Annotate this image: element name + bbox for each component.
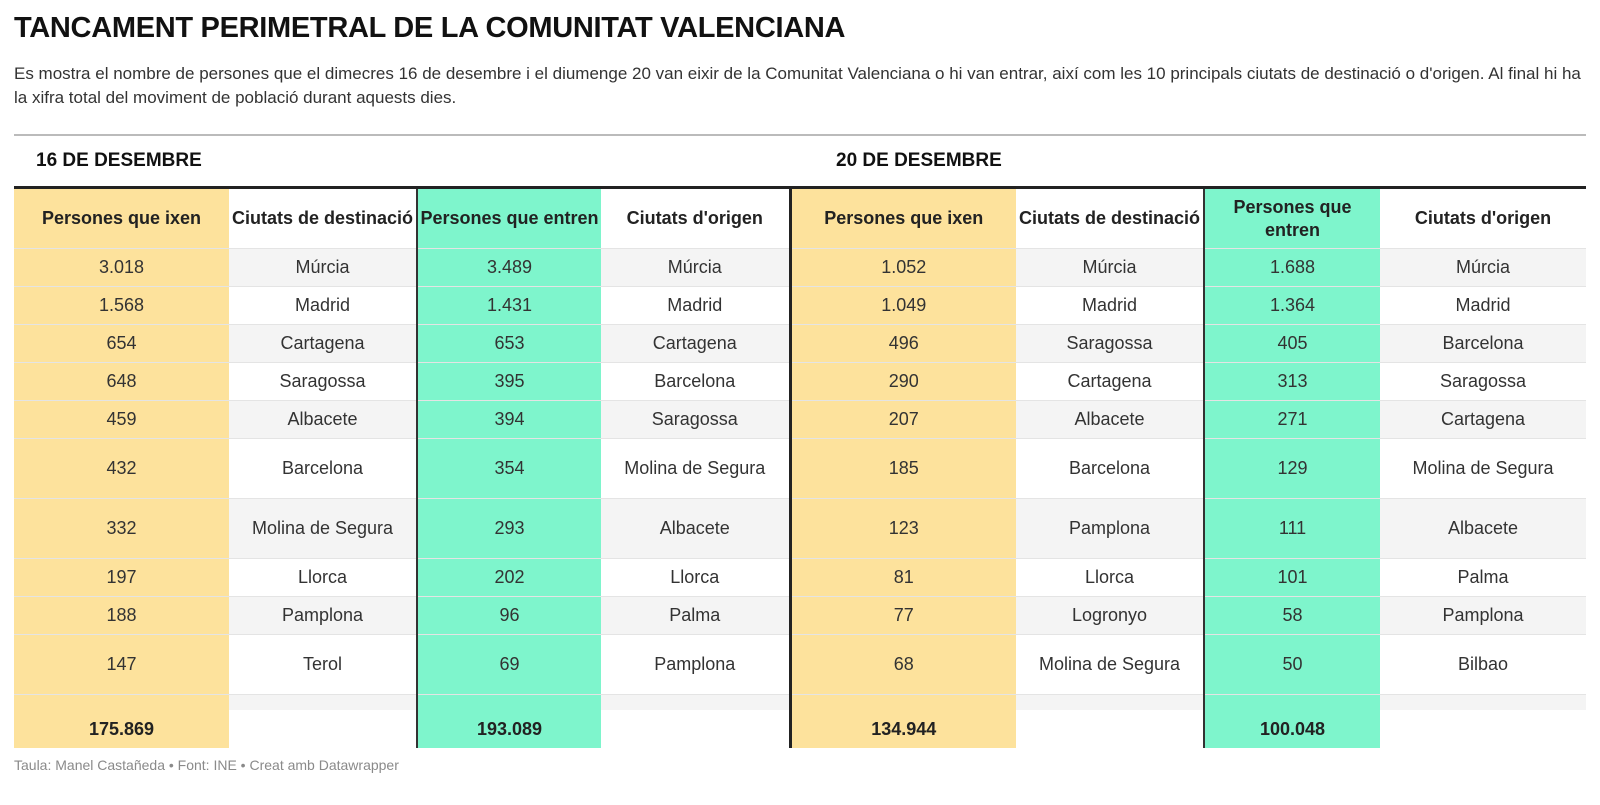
cell-b-in: 1.364	[1204, 287, 1380, 325]
col-header-in-1: Persones que entren	[417, 189, 601, 249]
cell-b-dest: Albacete	[1016, 401, 1204, 439]
table-row	[14, 249, 1586, 287]
cell-b-dest: Logronyo	[1016, 597, 1204, 635]
table-row	[14, 401, 1586, 439]
cell-a-out: 459	[14, 401, 229, 439]
cell-a-dest: Saragossa	[229, 363, 417, 401]
table-row	[14, 363, 1586, 401]
col-header-dest-2: Ciutats de destinació	[1016, 189, 1204, 249]
cell-b-in: 129	[1204, 439, 1380, 499]
cell-a-orig: Barcelona	[601, 363, 790, 401]
spacer-cell	[1204, 695, 1380, 711]
totals-row	[14, 710, 1586, 748]
cell-b-in: 271	[1204, 401, 1380, 439]
cell-a-orig: Cartagena	[601, 325, 790, 363]
cell-a-out: 188	[14, 597, 229, 635]
cell-a-dest: Barcelona	[229, 439, 417, 499]
spacer-cell	[790, 695, 1016, 711]
cell-b-dest: Saragossa	[1016, 325, 1204, 363]
cell-b-dest: Múrcia	[1016, 249, 1204, 287]
cell-b-orig: Bilbao	[1380, 635, 1586, 695]
cell-b-in: 1.688	[1204, 249, 1380, 287]
cell-a-in: 69	[417, 635, 601, 695]
total-empty-cell	[1380, 710, 1586, 748]
spacer-cell	[1380, 695, 1586, 711]
spacer-cell	[601, 695, 790, 711]
cell-b-orig: Albacete	[1380, 499, 1586, 559]
cell-b-orig: Cartagena	[1380, 401, 1586, 439]
section-label-20-dec: 20 DE DESEMBRE	[836, 150, 1002, 171]
table-row	[14, 499, 1586, 559]
cell-b-in: 101	[1204, 559, 1380, 597]
col-header-dest-1: Ciutats de destinació	[229, 189, 417, 249]
cell-a-orig: Molina de Segura	[601, 439, 790, 499]
cell-a-in: 394	[417, 401, 601, 439]
table-body	[14, 249, 1586, 749]
data-table	[14, 189, 1586, 748]
cell-b-out: 123	[790, 499, 1016, 559]
cell-b-out: 1.052	[790, 249, 1016, 287]
spacer-cell	[1016, 695, 1204, 711]
cell-b-orig: Barcelona	[1380, 325, 1586, 363]
cell-a-dest: Molina de Segura	[229, 499, 417, 559]
cell-b-dest: Madrid	[1016, 287, 1204, 325]
cell-a-out: 147	[14, 635, 229, 695]
total-a-out: 175.869	[14, 710, 229, 748]
cell-a-dest: Múrcia	[229, 249, 417, 287]
cell-b-dest: Pamplona	[1016, 499, 1204, 559]
table-row	[14, 439, 1586, 499]
table-row	[14, 635, 1586, 695]
cell-b-in: 405	[1204, 325, 1380, 363]
cell-b-out: 185	[790, 439, 1016, 499]
chart-subtitle: Es mostra el nombre de persones que el dimecres 16 de desembre i el diumenge 20 van eixir de la Comunitat Valenciana o hi van entrar, així com les 10 principals ciutats de destinació o d'origen. Al final hi ha la xifra total del moviment de població durant aquests dies.	[14, 64, 1581, 107]
cell-b-orig: Pamplona	[1380, 597, 1586, 635]
cell-a-out: 432	[14, 439, 229, 499]
cell-a-dest: Albacete	[229, 401, 417, 439]
cell-b-out: 496	[790, 325, 1016, 363]
cell-b-out: 68	[790, 635, 1016, 695]
cell-a-orig: Palma	[601, 597, 790, 635]
cell-a-in: 354	[417, 439, 601, 499]
table-row	[14, 559, 1586, 597]
cell-a-out: 197	[14, 559, 229, 597]
spacer-cell	[417, 695, 601, 711]
footer-credit: Taula: Manel Castañeda • Font: INE • Creat amb Datawrapper	[14, 757, 399, 773]
cell-a-dest: Pamplona	[229, 597, 417, 635]
cell-a-dest: Llorca	[229, 559, 417, 597]
total-b-in: 100.048	[1204, 710, 1380, 748]
cell-b-dest: Cartagena	[1016, 363, 1204, 401]
cell-b-out: 81	[790, 559, 1016, 597]
cell-b-orig: Molina de Segura	[1380, 439, 1586, 499]
table-row	[14, 287, 1586, 325]
cell-b-orig: Saragossa	[1380, 363, 1586, 401]
total-empty-cell	[1016, 710, 1204, 748]
col-header-orig-2: Ciutats d'origen	[1380, 189, 1586, 249]
col-header-in-2: Persones que entren	[1204, 189, 1380, 249]
cell-a-in: 653	[417, 325, 601, 363]
cell-a-in: 1.431	[417, 287, 601, 325]
cell-a-out: 648	[14, 363, 229, 401]
cell-a-in: 293	[417, 499, 601, 559]
cell-b-in: 313	[1204, 363, 1380, 401]
table-row	[14, 597, 1586, 635]
cell-a-out: 1.568	[14, 287, 229, 325]
cell-a-dest: Madrid	[229, 287, 417, 325]
cell-b-in: 50	[1204, 635, 1380, 695]
cell-b-dest: Llorca	[1016, 559, 1204, 597]
cell-b-orig: Múrcia	[1380, 249, 1586, 287]
divider	[14, 134, 1586, 136]
col-header-out-2: Persones que ixen	[790, 189, 1016, 249]
cell-a-out: 3.018	[14, 249, 229, 287]
total-a-in: 193.089	[417, 710, 601, 748]
cell-a-dest: Terol	[229, 635, 417, 695]
cell-b-out: 207	[790, 401, 1016, 439]
cell-a-out: 654	[14, 325, 229, 363]
cell-b-dest: Barcelona	[1016, 439, 1204, 499]
spacer-cell	[229, 695, 417, 711]
cell-a-orig: Albacete	[601, 499, 790, 559]
cell-a-out: 332	[14, 499, 229, 559]
cell-a-orig: Madrid	[601, 287, 790, 325]
cell-a-orig: Llorca	[601, 559, 790, 597]
chart-title: TANCAMENT PERIMETRAL DE LA COMUNITAT VALENCIANA	[14, 12, 846, 44]
total-b-out: 134.944	[790, 710, 1016, 748]
cell-a-in: 96	[417, 597, 601, 635]
table-row	[14, 325, 1586, 363]
col-header-out-1: Persones que ixen	[14, 189, 229, 249]
cell-b-out: 77	[790, 597, 1016, 635]
section-label-16-dec: 16 DE DESEMBRE	[36, 150, 202, 171]
cell-a-dest: Cartagena	[229, 325, 417, 363]
header-row	[14, 189, 1586, 249]
col-header-orig-1: Ciutats d'origen	[601, 189, 790, 249]
cell-a-in: 202	[417, 559, 601, 597]
cell-b-in: 58	[1204, 597, 1380, 635]
cell-b-in: 111	[1204, 499, 1380, 559]
cell-b-out: 290	[790, 363, 1016, 401]
cell-b-out: 1.049	[790, 287, 1016, 325]
total-empty-cell	[601, 710, 790, 748]
cell-b-dest: Molina de Segura	[1016, 635, 1204, 695]
spacer-row	[14, 695, 1586, 711]
cell-a-orig: Múrcia	[601, 249, 790, 287]
total-empty-cell	[229, 710, 417, 748]
cell-a-orig: Saragossa	[601, 401, 790, 439]
spacer-cell	[14, 695, 229, 711]
cell-b-orig: Palma	[1380, 559, 1586, 597]
cell-a-in: 3.489	[417, 249, 601, 287]
cell-b-orig: Madrid	[1380, 287, 1586, 325]
cell-a-orig: Pamplona	[601, 635, 790, 695]
cell-a-in: 395	[417, 363, 601, 401]
